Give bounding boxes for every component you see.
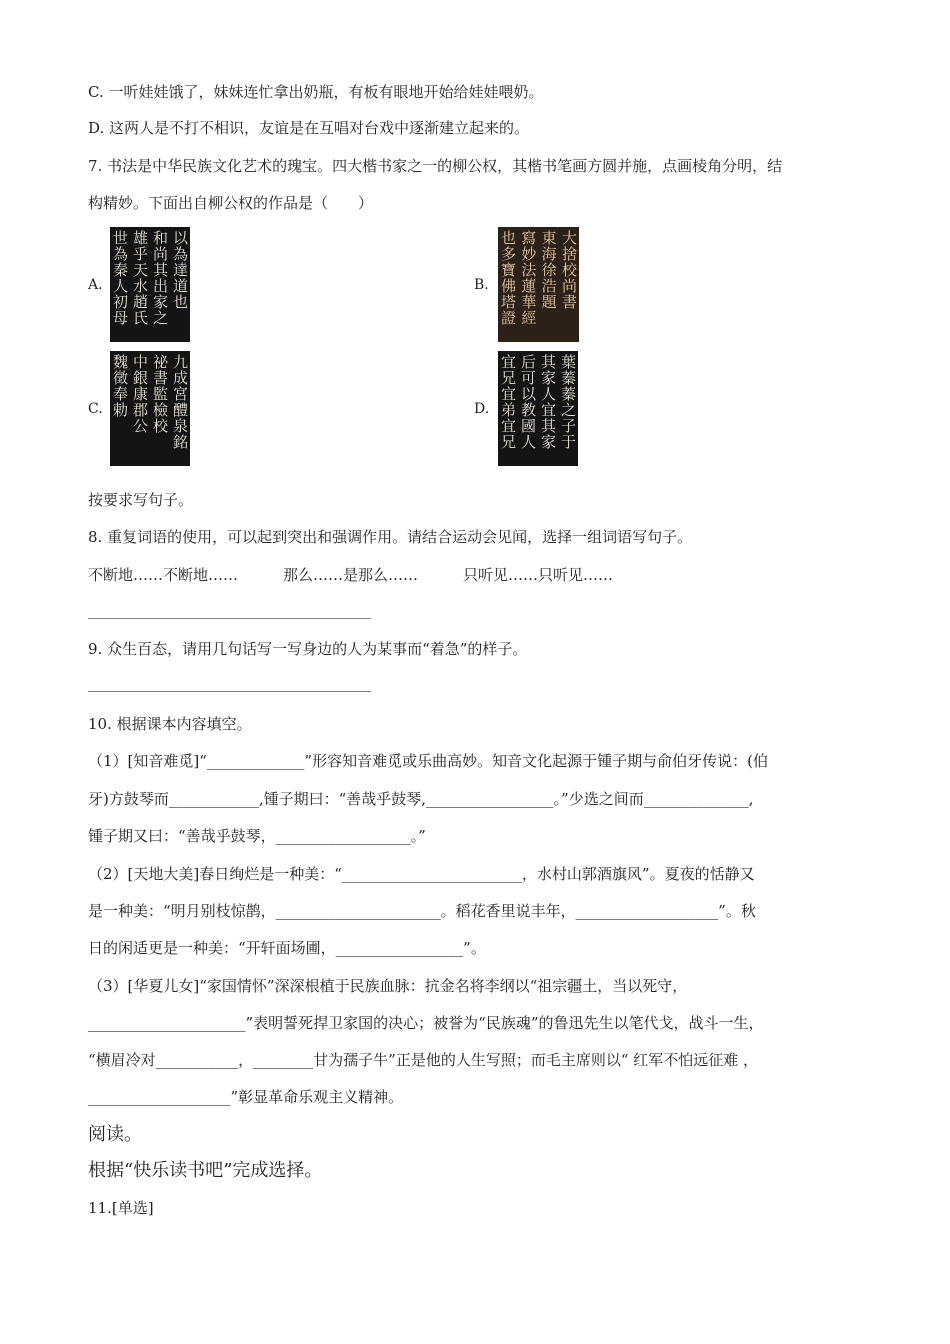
option-d-label: D. (474, 401, 490, 417)
choice-d: D. 这两人是不打不相识，友谊是在互唱对台戏中逐渐建立起来的。 (88, 119, 530, 137)
reading-heading: 阅读。 (88, 1124, 142, 1145)
question-10-part1-line3: 锺子期又曰：“善哉乎鼓琴，__________________。” (88, 827, 426, 845)
reading-instruction: 根据“快乐读书吧”完成选择。 (88, 1160, 323, 1181)
question-10: 10. 根据课本内容填空。 (88, 715, 252, 733)
option-a-label: A. (88, 277, 103, 293)
question-8: 8. 重复词语的使用，可以起到突出和强调作用。请结合运动会见闻，选择一组词语写句子。 (88, 528, 693, 546)
option-a-column-4: 世為秦人初母 (111, 230, 129, 326)
option-b-label: B. (474, 277, 489, 293)
option-d-column-3: 后可以教國人 (519, 354, 537, 450)
answer-line-9[interactable] (88, 691, 371, 692)
option-b-column-3: 寫妙法蓮華經 (519, 230, 538, 326)
choice-c: C. 一听娃娃饿了，妹妹连忙拿出奶瓶，有板有眼地开始给娃娃喂奶。 (88, 83, 544, 101)
option-a-column-1: 以為達道也 (171, 230, 189, 310)
question-11: 11.[单选] (88, 1199, 154, 1217)
option-b-calligraphy-image[interactable] (498, 227, 579, 342)
question-10-part2-line1: （2）[天地大美]春日绚烂是一种美：“________________________，水村山郭酒旗风”。夏夜的恬静又 (88, 865, 755, 883)
option-c-column-3: 中銀康郡公 (131, 354, 149, 434)
question-10-part1-line1: （1）[知音难觅]“_____________”形容知音难觅或乐曲高妙。知音文化起源于锺子期与俞伯牙传说：(伯 (88, 752, 768, 770)
option-c-label: C. (88, 401, 103, 417)
question-10-part3-line3: “横眉冷对___________，________甘为孺子牛”正是他的人生写照；而毛主席则以“ 红军不怕远征难 ， (88, 1051, 759, 1069)
option-b-column-1: 大捨校尚書 (559, 230, 578, 310)
question-9: 9. 众生百态，请用几句话写一写身边的人为某事而“着急”的样子。 (88, 640, 528, 658)
option-b-column-4: 也多寶佛塔證 (499, 230, 517, 326)
option-c-column-2: 祕書監檢校 (151, 354, 169, 434)
option-a-column-2: 和尚其出家之 (151, 230, 169, 326)
option-a-column-3: 雄乎天水趙氏 (131, 230, 149, 326)
option-d-column-4: 宜兄宜弟宜兄 (499, 354, 517, 450)
option-d-column-1: 葉蓁蓁之子于 (559, 354, 577, 450)
answer-line-8[interactable] (88, 618, 371, 619)
question-8-options: 不断地……不断地…… 那么……是那么…… 只听见……只听见…… (88, 566, 614, 584)
option-b-column-2: 東海徐浩題 (539, 230, 558, 310)
question-10-part1-line2: 牙)方鼓琴而____________,锺子期曰：“善哉乎鼓琴,_________________。”少选之间而______________, (88, 790, 754, 808)
option-c-calligraphy-image[interactable] (110, 351, 190, 466)
option-d-column-2: 其家人宜其家 (539, 354, 557, 450)
option-d-calligraphy-image[interactable] (498, 351, 578, 466)
question-10-part2-line3: 日的闲适更是一种美：“开轩面场圃，_________________”。 (88, 939, 486, 957)
option-a-calligraphy-image[interactable] (110, 227, 190, 342)
question-10-part2-line2: 是一种美：“明月别枝惊鹊，______________________。稻花香里说丰年，___________________”。秋 (88, 902, 756, 920)
question-10-part3-line4: ___________________”彰显革命乐观主义精神。 (88, 1088, 404, 1106)
option-c-column-4: 魏徵奉勅 (111, 354, 129, 418)
option-c-column-1: 九成宮醴泉銘 (171, 354, 189, 450)
question-10-part3-line1: （3）[华夏儿女]“家国情怀”深深根植于民族血脉：抗金名将李纲以“祖宗疆土，当以死守， (88, 977, 688, 995)
question-10-part3-line2: _____________________”表明誓死捍卫家国的决心；被誉为“民族魂”的鲁迅先生以笔代戈，战斗一生， (88, 1014, 764, 1032)
section-heading: 按要求写句子。 (88, 491, 194, 509)
question-7-line1: 7. 书法是中华民族文化艺术的瑰宝。四大楷书家之一的柳公权，其楷书笔画方圆并施，点画棱角分明，结 (88, 157, 783, 175)
question-7-line2: 构精妙。下面出自柳公权的作品是（ ） (88, 194, 374, 212)
